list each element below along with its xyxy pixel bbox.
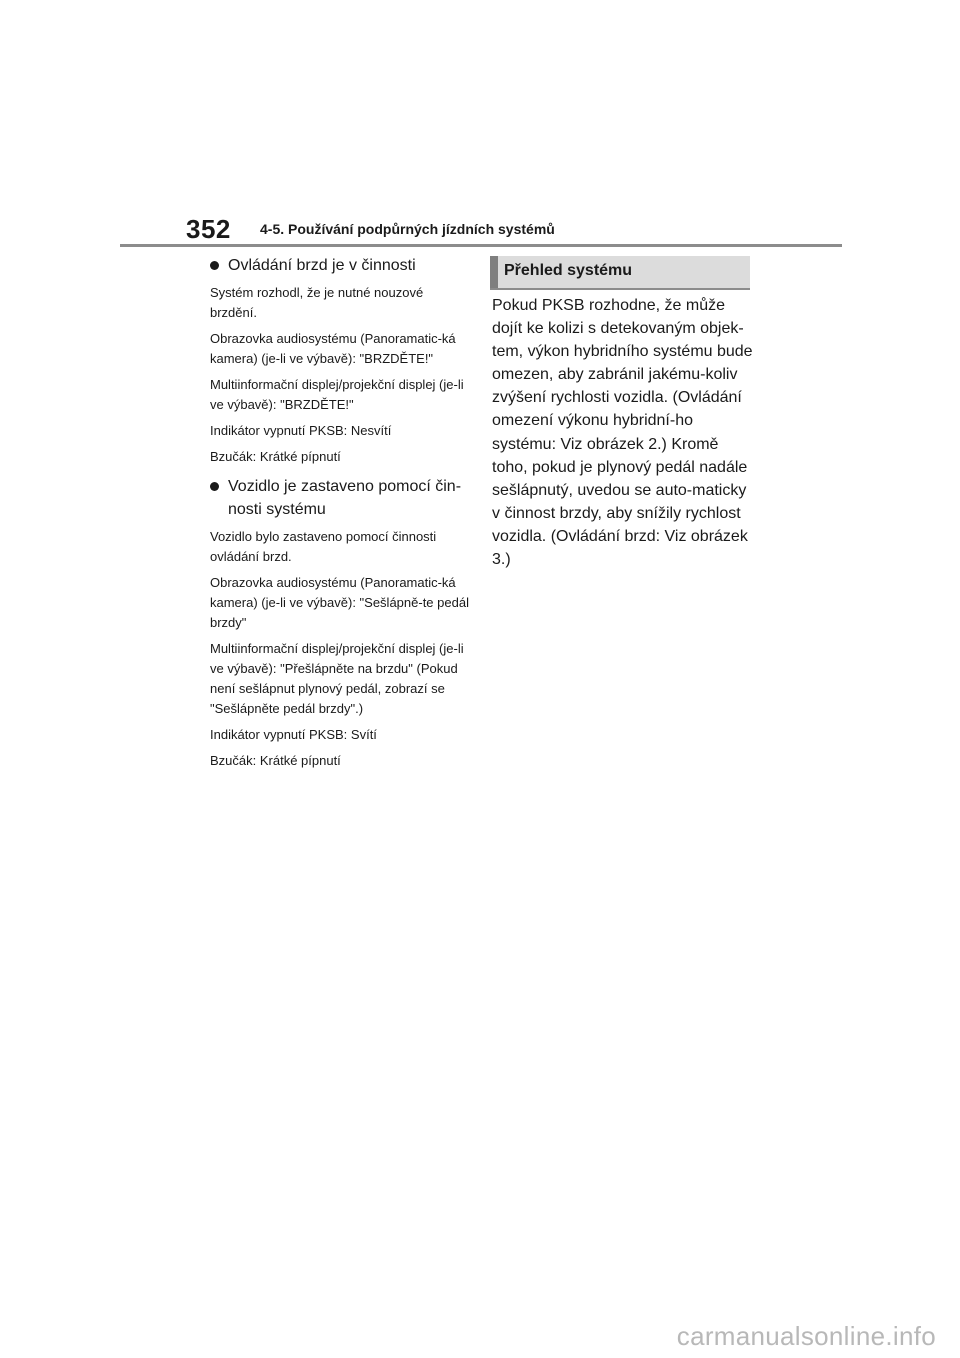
section-title: 4-5. Používání podpůrných jízdních systémů	[260, 221, 555, 237]
system-overview-body: Pokud PKSB rozhodne, že může dojít ke kolizi s detekovaným objek-tem, výkon hybridního systému bude omezen, aby zabránil jakému-koliv zvýšení rychlosti vozidla. (Ovládání omezení výkonu hybridní-ho systému: Viz obrázek 2.) Kromě toho, pokud je plynový pedál nadále sešlápnutý, uvedou se auto-maticky v činnost brzdy, aby snížily rychlost vozidla. (Ovládání brzd: Viz obrázek 3.)	[492, 297, 753, 569]
paragraph: Vozidlo bylo zastaveno pomocí činnosti ovládání brzd.	[210, 529, 437, 564]
bullet-heading-vehicle-stopped	[210, 475, 472, 521]
watermark: carmanualsonline.info	[676, 1321, 936, 1351]
page-number: 352	[186, 214, 231, 244]
bullet-heading-text: Vozidlo je zastaveno pomocí čin-nosti systému	[228, 478, 462, 518]
paragraph: Indikátor vypnutí PKSB: Nesvítí	[210, 423, 392, 438]
bullet-heading-brake-active	[210, 254, 472, 277]
system-overview-heading-box	[490, 256, 750, 290]
bullet-dot-icon	[210, 482, 219, 491]
paragraph: Multiinformační displej/projekční displej (je-li ve výbavě): "Přešlápněte na brzdu" (Pokud není sešlápnut plynový pedál, zobrazí se "Sešlápněte pedál brzdy".)	[210, 641, 464, 716]
paragraph: Multiinformační displej/projekční displej (je-li ve výbavě): "BRZDĚTE!"	[210, 377, 464, 412]
header-divider	[120, 244, 842, 247]
paragraph: Bzučák: Krátké pípnutí	[210, 753, 341, 768]
paragraph: Indikátor vypnutí PKSB: Svítí	[210, 727, 377, 742]
bullet-heading-text: Ovládání brzd je v činnosti	[228, 257, 416, 274]
paragraph: Obrazovka audiosystému (Panoramatic-ká kamera) (je-li ve výbavě): "Sešlápně-te pedál brzdy"	[210, 575, 469, 630]
paragraph: Systém rozhodl, že je nutné nouzové brzdění.	[210, 285, 424, 320]
system-overview-title: Přehled systému	[504, 262, 633, 279]
bullet-dot-icon	[210, 261, 219, 270]
left-column	[210, 254, 472, 777]
paragraph: Bzučák: Krátké pípnutí	[210, 449, 341, 464]
heading-accent-bar	[490, 256, 498, 288]
right-column	[492, 294, 754, 571]
paragraph: Obrazovka audiosystému (Panoramatic-ká kamera) (je-li ve výbavě): "BRZDĚTE!"	[210, 331, 456, 366]
